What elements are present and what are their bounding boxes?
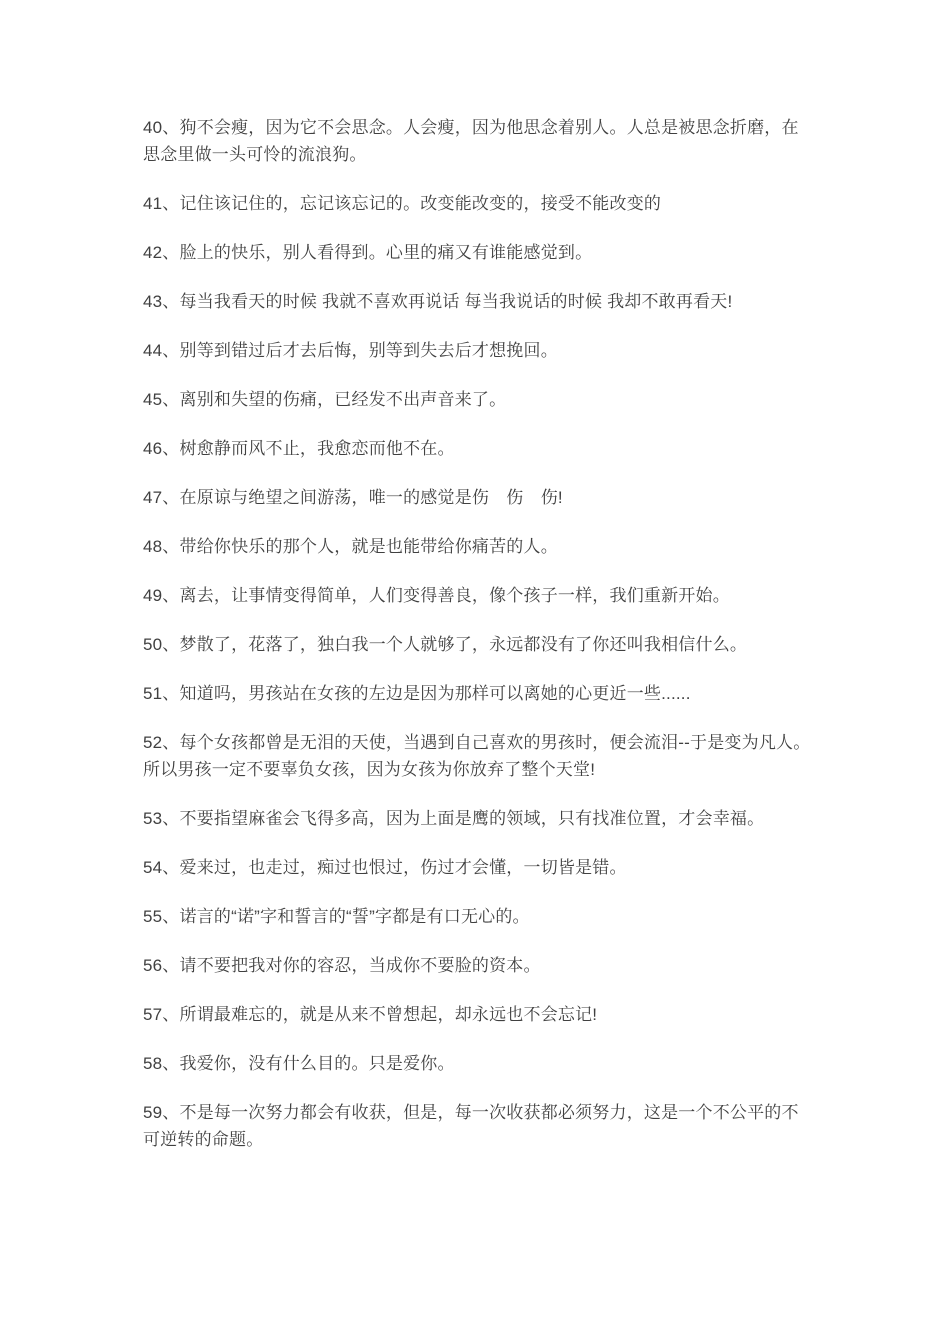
quote-item-59: 59、不是每一次努力都会有收获，但是，每一次收获都必须努力，这是一个不公平的不可逆转的命题。 — [143, 1103, 799, 1149]
quote-item-40: 40、狗不会瘦，因为它不会思念。人会瘦，因为他思念着别人。人总是被思念折磨，在思念里做一头可怜的流浪狗。 — [143, 118, 799, 164]
quote-item-51: 51、知道吗，男孩站在女孩的左边是因为那样可以离她的心更近一些...... — [143, 684, 691, 703]
quote-item-55: 55、诺言的“诺”字和誓言的“誓”字都是有口无心的。 — [143, 907, 530, 926]
quote-item-49: 49、离去，让事情变得简单，人们变得善良，像个孩子一样，我们重新开始。 — [143, 586, 730, 605]
quote-item-43: 43、每当我看天的时候 我就不喜欢再说话 每当我说话的时候 我却不敢再看天! — [143, 292, 733, 311]
quote-item-58: 58、我爱你，没有什么目的。只是爱你。 — [143, 1054, 455, 1073]
quote-item-57: 57、所谓最难忘的，就是从来不曾想起，却永远也不会忘记! — [143, 1005, 598, 1024]
quote-item-42: 42、脸上的快乐，别人看得到。心里的痛又有谁能感觉到。 — [143, 243, 593, 262]
quote-item-50: 50、梦散了，花落了，独白我一个人就够了，永远都没有了你还叫我相信什么。 — [143, 635, 748, 654]
quote-item-52: 52、每个女孩都曾是无泪的天使，当遇到自己喜欢的男孩时，便会流泪--于是变为凡人。所以男孩一定不要辜负女孩，因为女孩为你放弃了整个天堂! — [143, 733, 811, 779]
quote-item-56: 56、请不要把我对你的容忍，当成你不要脸的资本。 — [143, 956, 541, 975]
quote-item-45: 45、离别和失望的伤痛，已经发不出声音来了。 — [143, 390, 507, 409]
quote-item-48: 48、带给你快乐的那个人，就是也能带给你痛苦的人。 — [143, 537, 558, 556]
quote-list — [143, 114, 812, 1153]
quote-item-53: 53、不要指望麻雀会飞得多高，因为上面是鹰的领域，只有找准位置，才会幸福。 — [143, 809, 765, 828]
quote-item-41: 41、记住该记住的，忘记该忘记的。改变能改变的，接受不能改变的 — [143, 194, 662, 213]
quote-item-54: 54、爱来过，也走过，痴过也恨过，伤过才会懂，一切皆是错。 — [143, 858, 627, 877]
quote-item-46: 46、树愈静而风不止，我愈恋而他不在。 — [143, 439, 455, 458]
quote-item-44: 44、别等到错过后才去后悔，别等到失去后才想挽回。 — [143, 341, 558, 360]
quote-item-47: 47、在原谅与绝望之间游荡，唯一的感觉是伤 伤 伤! — [143, 488, 563, 507]
